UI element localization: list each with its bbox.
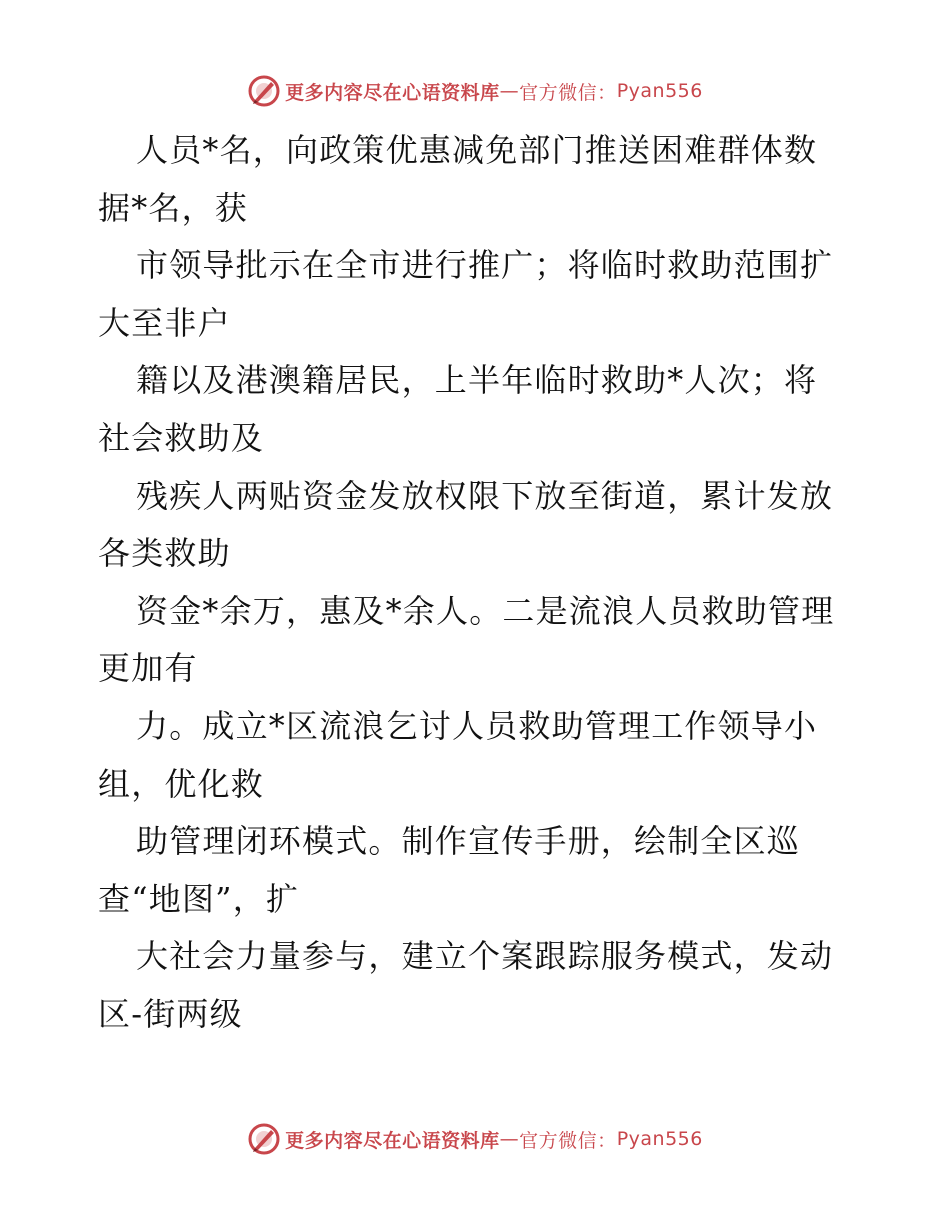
banner-separator: — bbox=[499, 1128, 520, 1150]
banner-wechat-label: 官方微信： bbox=[519, 1129, 617, 1152]
text-line: 助管理闭环模式。制作宣传手册，绘制全区巡 bbox=[136, 822, 801, 861]
quill-logo-icon bbox=[247, 74, 281, 108]
banner-wechat-id: Pyan556 bbox=[616, 80, 703, 102]
quill-logo-icon bbox=[247, 1122, 281, 1156]
text-line: 力。成立*区流浪乞讨人员救助管理工作领导小 bbox=[136, 706, 818, 745]
text-line: 据*名，获 bbox=[98, 188, 249, 227]
text-line: 大社会力量参与，建立个案跟踪服务模式，发动 bbox=[136, 937, 834, 976]
text-line: 各类救助 bbox=[98, 534, 231, 573]
header-banner bbox=[0, 71, 950, 111]
text-line: 残疾人两贴资金发放权限下放至街道，累计发放 bbox=[136, 476, 834, 515]
text-line: 查“地图”，扩 bbox=[98, 879, 300, 918]
text-line: 更加有 bbox=[98, 649, 198, 688]
document-body bbox=[98, 122, 858, 1044]
text-line: 区-街两级 bbox=[98, 994, 243, 1033]
text-line: 资金*余万，惠及*余人。二是流浪人员救助管理 bbox=[136, 591, 835, 630]
footer-banner bbox=[0, 1119, 950, 1159]
text-line: 籍以及港澳籍居民，上半年临时救助*人次；将 bbox=[136, 361, 818, 400]
text-line: 人员*名，向政策优惠减免部门推送困难群体数 bbox=[136, 131, 818, 169]
text-line: 社会救助及 bbox=[98, 418, 265, 457]
banner-site-text: 更多内容尽在心语资料库 bbox=[285, 1129, 500, 1152]
banner-wechat-label: 官方微信： bbox=[519, 81, 617, 104]
text-line: 市领导批示在全市进行推广；将临时救助范围扩 bbox=[136, 246, 834, 285]
banner-separator: — bbox=[499, 80, 520, 102]
text-line: 大至非户 bbox=[98, 303, 231, 342]
banner-wechat-id: Pyan556 bbox=[616, 1128, 703, 1150]
text-line: 组，优化救 bbox=[98, 764, 265, 803]
banner-site-text: 更多内容尽在心语资料库 bbox=[285, 81, 500, 104]
